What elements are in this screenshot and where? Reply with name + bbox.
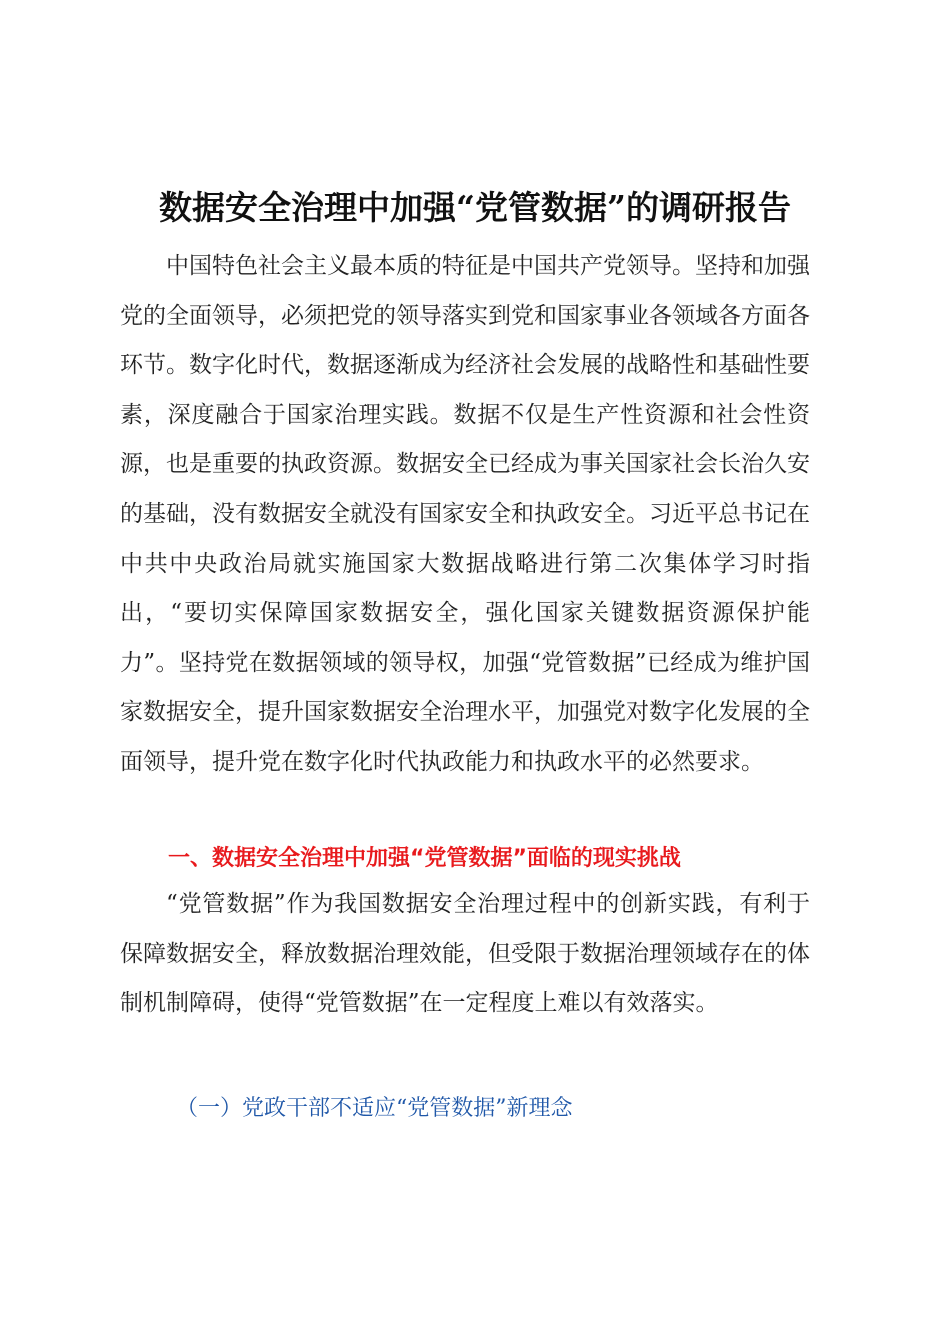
intro-paragraph: 中国特色社会主义最本质的特征是中国共产党领导。坚持和加强党的全面领导，必须把党的领导落实到党和国家事业各领域各方面各环节。数字化时代，数据逐渐成为经济社会发展的战略性和基础性要素，深度融合于国家治理实践。数据不仅是生产性资源和社会性资源，也是重要的执政资源。数据安全已经成为事关国家社会长治久安的基础，没有数据安全就没有国家安全和执政安全。习近平总书记在中共中央政治局就实施国家大数据战略进行第二次集体学习时指出，“要切实保障国家数据安全，强化国家关键数据资源保护能力”。坚持党在数据领域的领导权，加强“党管数据”已经成为维护国家数据安全，提升国家数据安全治理水平，加强党对数字化发展的全面领导，提升党在数字化时代执政能力和执政水平的必然要求。 — [120, 253, 810, 775]
section-1-paragraph: “党管数据”作为我国数据安全治理过程中的创新实践，有利于保障数据安全，释放数据治理效能，但受限于数据治理领域存在的体制机制障碍，使得“党管数据”在一定程度上难以有效落实。 — [120, 891, 810, 1017]
section-heading-1: 一、数据安全治理中加强“党管数据”面临的现实挑战 — [168, 846, 681, 871]
document-title: 数据安全治理中加强“党管数据”的调研报告 — [159, 188, 791, 228]
subsection-heading-1: （一）党政干部不适应“党管数据”新理念 — [176, 1096, 573, 1121]
